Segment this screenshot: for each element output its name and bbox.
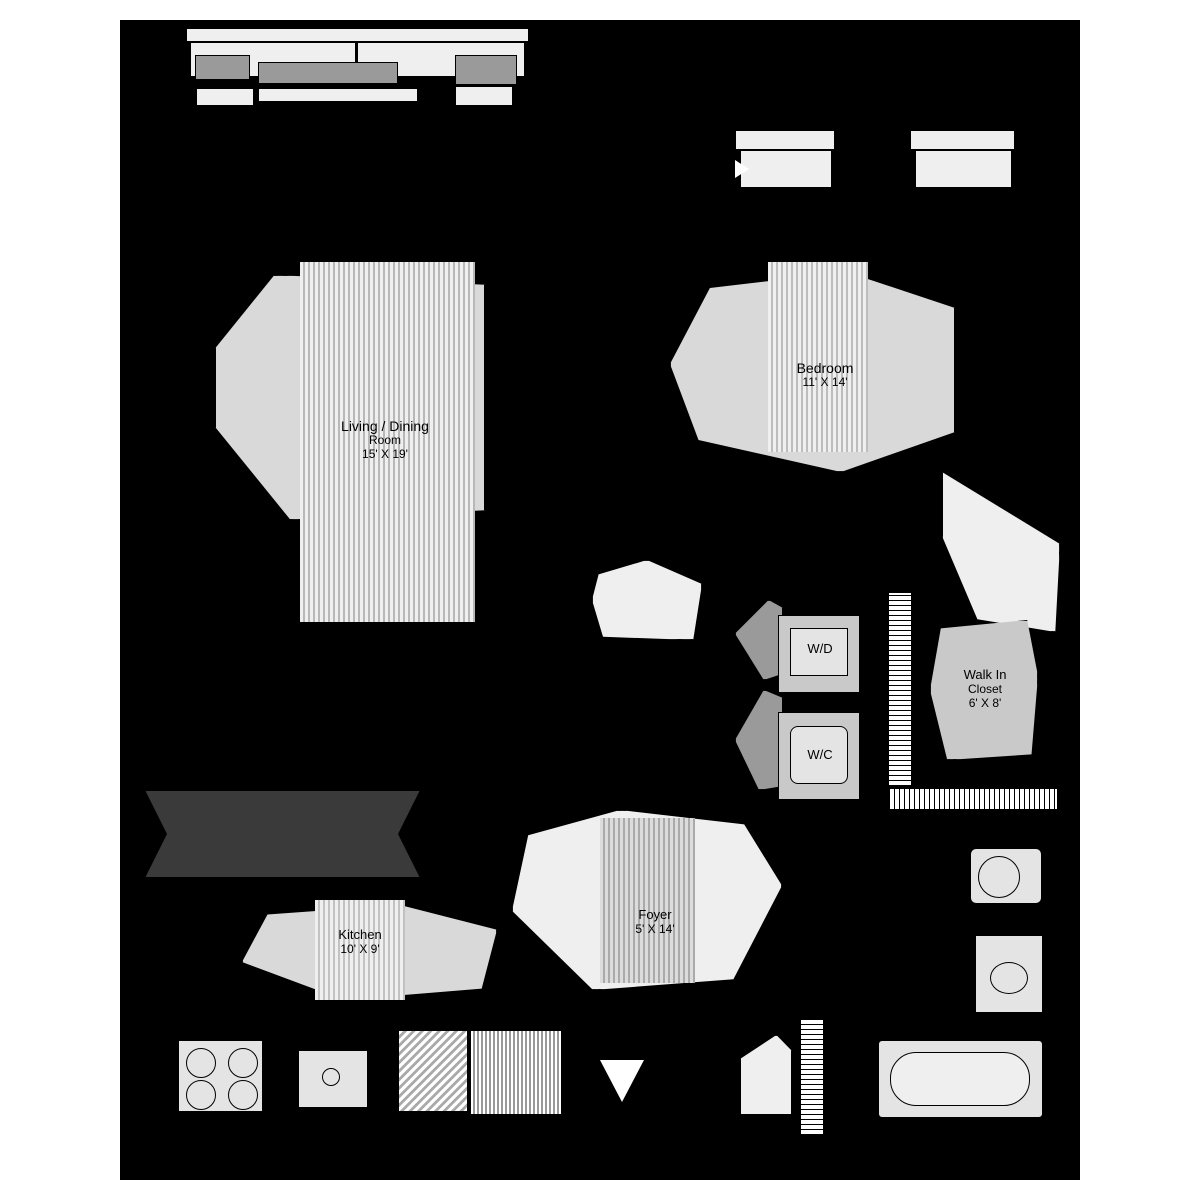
label-living-dining-dim: 15' X 19' bbox=[362, 446, 408, 461]
closet-rod-horizontal bbox=[888, 788, 1058, 810]
range-burner-3 bbox=[186, 1080, 216, 1110]
room-bedroom-inner bbox=[768, 262, 868, 452]
label-kitchen-name: Kitchen bbox=[338, 927, 382, 942]
range-burner-2 bbox=[228, 1048, 258, 1078]
label-foyer bbox=[600, 908, 710, 937]
arrow-marker-down bbox=[600, 1060, 644, 1102]
label-walkin-dim: 6' X 8' bbox=[968, 695, 1002, 710]
bathtub-basin bbox=[890, 1052, 1030, 1106]
top-window-band bbox=[185, 28, 530, 42]
sink-drain-icon bbox=[322, 1068, 340, 1086]
top-window-edge-left bbox=[185, 28, 187, 118]
label-wd-text: W/D bbox=[807, 641, 833, 656]
balcony-slab bbox=[145, 790, 420, 878]
label-wc bbox=[790, 748, 850, 763]
right-window-2 bbox=[910, 130, 1015, 150]
top-window-rail-right bbox=[455, 86, 513, 106]
label-foyer-name: Foyer bbox=[638, 907, 672, 922]
top-window-edge-right bbox=[528, 28, 530, 118]
label-foyer-dim: 5' X 14' bbox=[635, 921, 675, 936]
right-window-1-marker bbox=[735, 160, 749, 178]
top-window-sill-left bbox=[195, 55, 250, 80]
label-bedroom-dim: 11' X 14' bbox=[802, 375, 848, 390]
label-living-dining-sub: Room bbox=[368, 433, 401, 448]
label-kitchen-dim: 10' X 9' bbox=[340, 941, 380, 956]
top-window-rail-left bbox=[196, 88, 254, 106]
stair-tread-block bbox=[470, 1030, 562, 1115]
right-window-1 bbox=[735, 130, 835, 150]
label-bedroom bbox=[760, 360, 890, 390]
vanity-basin-icon bbox=[990, 962, 1028, 994]
top-window-rail-mid bbox=[258, 88, 418, 102]
closet-rod-vertical bbox=[888, 592, 912, 787]
top-window-baseline bbox=[197, 112, 492, 114]
label-walk-in-closet bbox=[930, 668, 1040, 711]
toilet-bowl-icon bbox=[978, 856, 1020, 898]
label-walkin-line1: Walk In bbox=[963, 667, 1007, 682]
stair-run-vertical bbox=[800, 1018, 824, 1136]
label-living-dining-name: Living / Dining bbox=[341, 418, 429, 434]
label-wc-text: W/C bbox=[807, 747, 833, 762]
label-living-dining bbox=[285, 418, 485, 462]
room-foyer-inner bbox=[600, 818, 695, 983]
right-window-1-body bbox=[740, 150, 832, 188]
top-window-sill-right bbox=[455, 55, 517, 85]
label-wd bbox=[790, 642, 850, 657]
right-window-2-body bbox=[915, 150, 1012, 188]
label-walkin-line2: Closet bbox=[967, 681, 1002, 696]
range-burner-1 bbox=[186, 1048, 216, 1078]
cabinet-unit bbox=[398, 1030, 468, 1112]
top-window-sill-mid bbox=[258, 62, 398, 84]
range-burner-4 bbox=[228, 1080, 258, 1110]
label-kitchen bbox=[305, 928, 415, 957]
label-bedroom-name: Bedroom bbox=[796, 360, 854, 376]
